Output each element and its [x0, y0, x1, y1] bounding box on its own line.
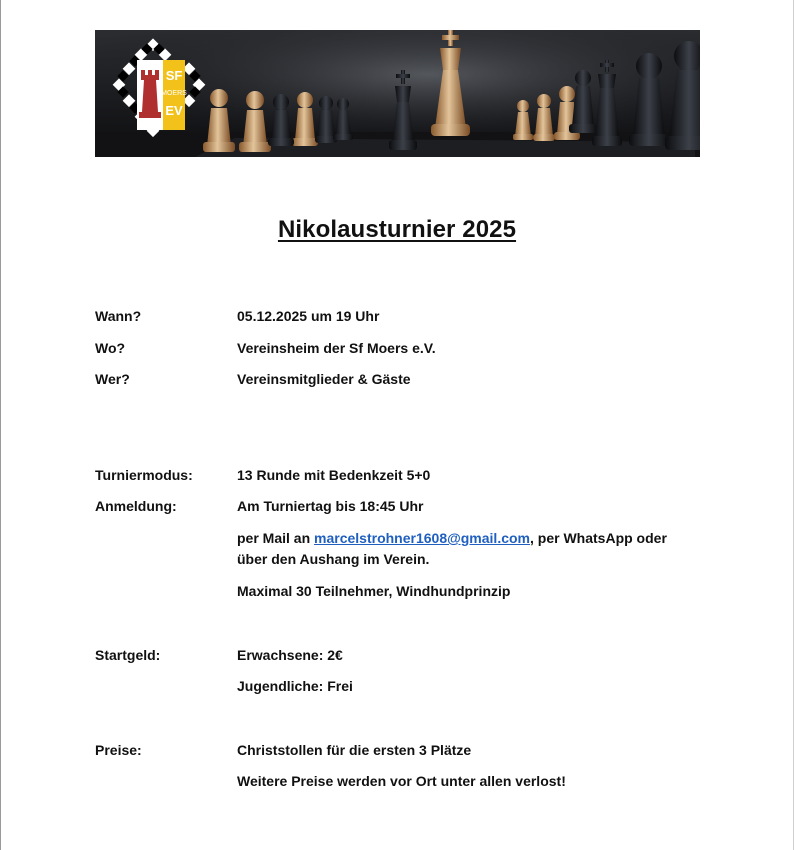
page-title: Nikolausturnier 2025 [277, 216, 517, 243]
header-banner-image [95, 30, 700, 157]
label-fee: Startgeld: [95, 647, 161, 663]
chess-banner-graphic [95, 30, 700, 157]
label-where: Wo? [95, 340, 126, 356]
fee-youth: Jugendliche: Frei [237, 678, 353, 694]
mail-prefix: per Mail an [237, 530, 315, 546]
label-who: Wer? [95, 371, 130, 387]
email-link[interactable]: marcelstrohner1608@gmail.com [314, 530, 530, 546]
value-where: Vereinsheim der Sf Moers e.V. [237, 340, 436, 356]
label-registration: Anmeldung: [95, 498, 177, 514]
prizes-line-2: Weitere Preise werden vor Ort unter allen verlost! [237, 773, 566, 789]
registration-limit: Maximal 30 Teilnehmer, Windhundprinzip [237, 583, 511, 599]
registration-mail-line [237, 528, 667, 548]
registration-notice-board: über den Aushang im Verein. [237, 551, 430, 567]
svg-text:MOERS: MOERS [161, 90, 187, 97]
svg-text:EV: EV [165, 103, 183, 118]
registration-deadline: Am Turniertag bis 18:45 Uhr [237, 498, 424, 514]
svg-text:SF: SF [165, 68, 183, 83]
label-prizes: Preise: [95, 742, 142, 758]
value-who: Vereinsmitglieder & Gäste [237, 371, 411, 387]
label-when: Wann? [95, 308, 142, 324]
mail-suffix: , per WhatsApp oder [530, 530, 667, 546]
value-when: 05.12.2025 um 19 Uhr [237, 308, 380, 324]
chess-pawns-light [203, 89, 318, 152]
label-mode: Turniermodus: [95, 467, 193, 483]
page-edge [0, 0, 1, 850]
prizes-line-1: Christstollen für die ersten 3 Plätze [237, 742, 472, 758]
value-mode: 13 Runde mit Bedenkzeit 5+0 [237, 467, 431, 483]
fee-adults: Erwachsene: 2€ [237, 647, 343, 663]
